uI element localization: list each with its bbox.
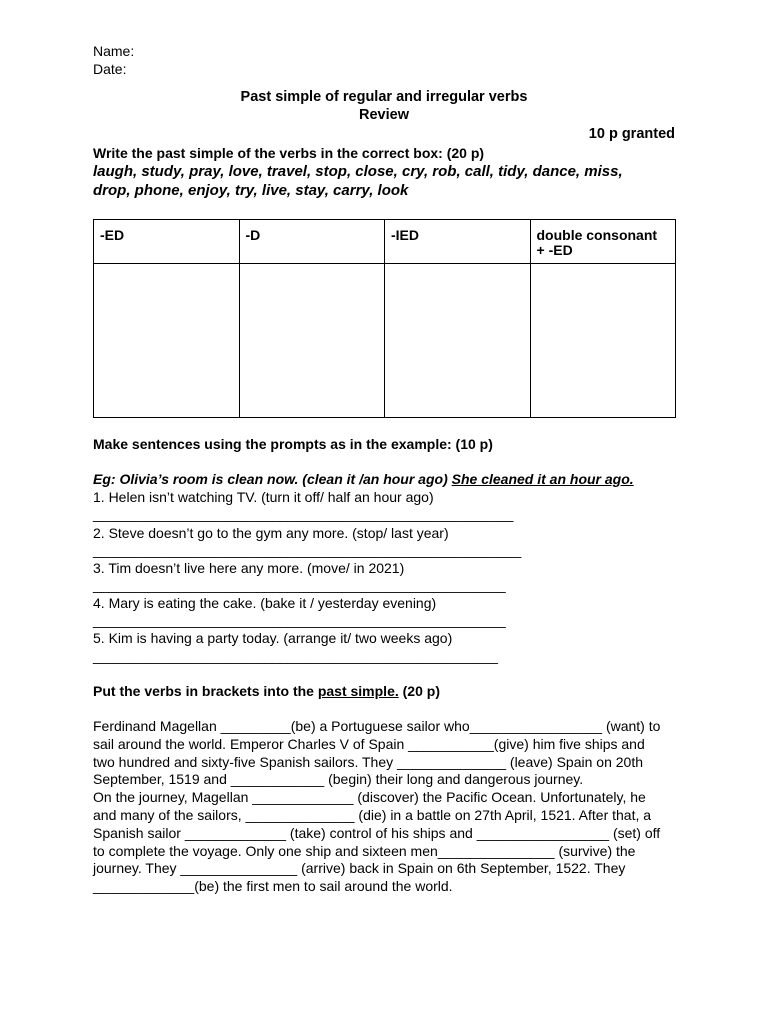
paragraph-line: September, 1519 and ____________ (begin) their long and dangerous journey. [93,771,584,788]
magellan-paragraph [93,718,660,896]
name-label: Name: [93,43,135,59]
paragraph-line: and many of the sailors, ______________ (die) in a battle on 27th April, 1521. After that, a [93,806,652,823]
answer-line-3[interactable]: _____________________________________________________ [93,577,506,593]
section2-instruction: Make sentences using the prompts as in the example: (10 p) [93,436,493,452]
answer-cell-ed[interactable] [94,264,240,418]
header-double-consonant [530,220,676,264]
header-double-consonant-line-1: double consonant [536,227,658,243]
header-d: -D [239,220,385,264]
answer-line-5[interactable]: ____________________________________________________ [93,648,498,664]
section3-instruction-underlined: past simple. [317,683,399,699]
verb-list-line-1: laugh, study, pray, love, travel, stop, close, cry, rob, call, tidy, dance, miss, [93,163,623,180]
paragraph-line: two hundred and sixty-five Spanish sailors. They ______________ (leave) Spain on 20th [93,753,643,770]
answer-line-2[interactable]: _______________________________________________________ [93,542,522,558]
table-answer-row [94,264,676,418]
section3-instruction-post: (20 p) [398,683,440,699]
section1-instruction: Write the past simple of the verbs in the correct box: (20 p) [93,145,485,161]
paragraph-line: _____________(be) the first men to sail around the world. [93,878,453,895]
example-prompt: Eg: Olivia’s room is clean now. (clean it /an hour ago) [93,471,448,487]
paragraph-line: Ferdinand Magellan _________(be) a Portuguese sailor who_________________ (want) to [93,718,661,734]
answer-cell-ied[interactable] [385,264,531,418]
header-ed: -ED [94,220,240,264]
header-double-consonant-line-2: + -ED [536,242,573,258]
header-ied: -IED [385,220,531,264]
answer-line-1[interactable]: ______________________________________________________ [93,506,514,522]
paragraph-line: sail around the world. Emperor Charles V of Spain ___________(give) him five ships and [93,735,645,752]
prompt-4: 4. Mary is eating the cake. (bake it / yesterday evening) [93,595,437,611]
paragraph-line: On the journey, Magellan _____________ (discover) the Pacific Ocean. Unfortunately, he [93,789,646,806]
example-answer: She cleaned it an hour ago. [451,471,634,487]
section3-instruction-pre: Put the verbs in brackets into the [93,683,318,699]
prompt-2: 2. Steve doesn’t go to the gym any more. (stop/ last year) [93,525,449,541]
paragraph-line: to complete the voyage. Only one ship and sixteen men_______________ (survive) the [93,842,636,859]
answer-line-4[interactable]: _____________________________________________________ [93,612,506,628]
verb-list-line-2: drop, phone, enjoy, try, live, stay, carry, look [93,182,409,199]
worksheet-subtitle: Review [359,107,409,123]
paragraph-line: Spanish sailor _____________ (take) control of his ships and _________________ (set) off [93,824,661,841]
verb-sort-table [93,219,676,418]
table-header-row [94,220,676,264]
points-granted: 10 p granted [588,126,675,142]
prompt-5: 5. Kim is having a party today. (arrange it/ two weeks ago) [93,630,453,646]
example-sentence [93,471,634,488]
paragraph-line: journey. They _______________ (arrive) back in Spain on 6th September, 1522. They [93,860,626,877]
answer-cell-double-consonant[interactable] [530,264,676,418]
prompt-3: 3. Tim doesn’t live here any more. (move/ in 2021) [93,560,405,576]
answer-cell-d[interactable] [239,264,385,418]
prompt-1: 1. Helen isn’t watching TV. (turn it off/ half an hour ago) [93,489,434,505]
date-label: Date: [93,61,127,77]
section3-instruction [93,683,440,700]
worksheet-title: Past simple of regular and irregular verbs [240,89,528,105]
